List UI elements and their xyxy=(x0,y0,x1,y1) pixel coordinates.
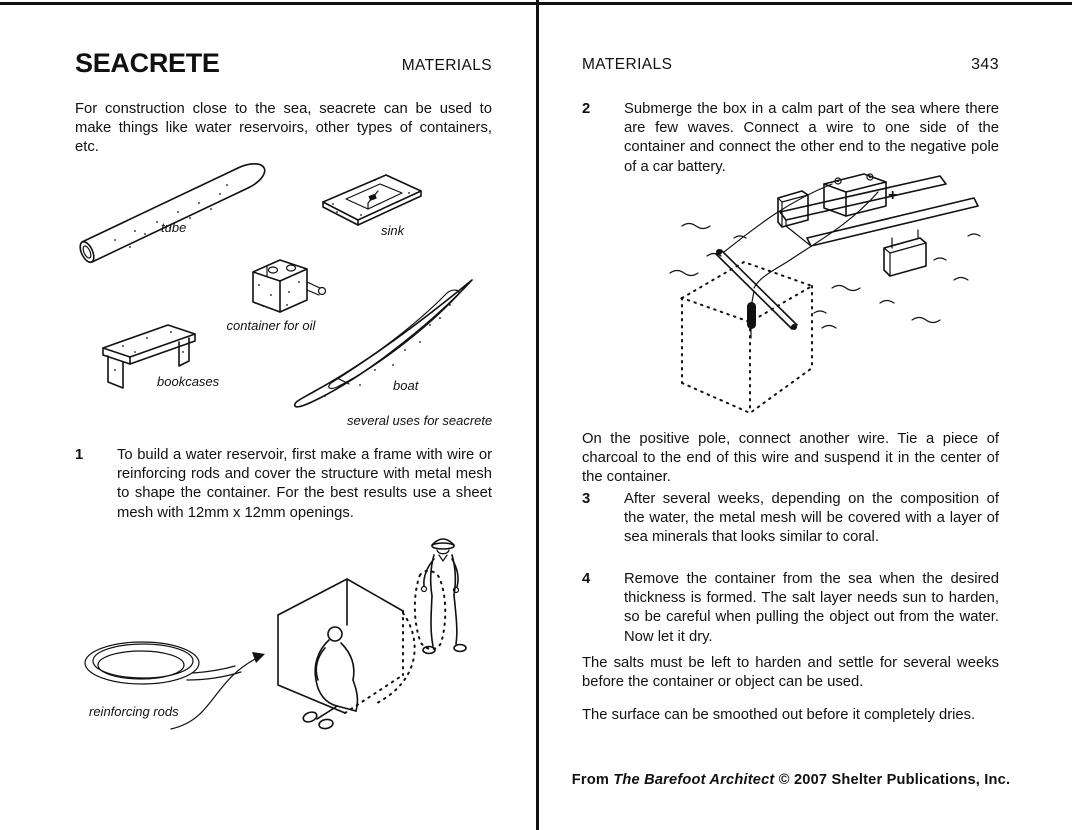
step-2-number: 2 xyxy=(582,101,591,117)
paragraph-surface: The surface can be smoothed out before it completely dries. xyxy=(582,707,976,723)
step-4-number: 4 xyxy=(582,571,591,587)
footer-suffix: © 2007 Shelter Publications, Inc. xyxy=(774,772,1011,788)
figure-sea-deposition xyxy=(582,168,999,426)
page-divider-rule xyxy=(536,0,539,830)
tube-drawing xyxy=(77,164,264,264)
label-bookcases: bookcases xyxy=(157,374,220,389)
step-4 xyxy=(582,570,999,647)
reinforcing-rods-coil xyxy=(85,642,241,684)
step-3-text: After several weeks, depending on the composition of the water, the metal mesh will be covered with a layer of sea minerals that looks similar to coral. xyxy=(624,491,999,546)
float-block-right xyxy=(884,230,926,276)
step-1-text: To build a water reservoir, first make a frame with wire or reinforcing rods and cover the structure with metal mesh to shape the container. For the best results use a sheet mesh with 12mm x 12mm openings. xyxy=(117,447,492,521)
oil-container-drawing xyxy=(253,260,326,312)
wire-frame-box xyxy=(278,579,415,713)
step-3-number: 3 xyxy=(582,491,591,507)
pointer-arrow xyxy=(171,652,265,729)
charcoal-electrode xyxy=(716,249,797,338)
label-tube: tube xyxy=(161,220,187,235)
step-4-text: Remove the container from the sea when the desired thickness is formed. The salt layer needs sun to harden, so be careful when pulling the object out from the water. Now let it dry. xyxy=(624,571,999,645)
water-waves xyxy=(670,224,980,329)
footer-prefix: From xyxy=(571,772,614,788)
intro-paragraph: For construction close to the sea, seacrete can be used to make things like water reservoirs, other types of containers, etc. xyxy=(75,101,492,156)
label-reinforcing-rods: reinforcing rods xyxy=(89,704,179,719)
running-head-right: MATERIALS xyxy=(582,56,673,73)
right-page-header xyxy=(582,56,999,74)
label-boat: boat xyxy=(393,378,419,393)
boat-drawing xyxy=(295,280,472,407)
step-2 xyxy=(582,100,999,177)
figure-uses-caption: several uses for seacrete xyxy=(347,413,492,428)
kneeling-worker xyxy=(302,627,358,730)
step-1-number: 1 xyxy=(75,447,84,463)
standing-worker xyxy=(415,539,466,654)
running-head-left: MATERIALS xyxy=(401,57,492,74)
footer-book-title: The Barefoot Architect xyxy=(613,772,775,788)
page-number: 343 xyxy=(971,56,999,73)
label-sink: sink xyxy=(381,223,405,238)
step-3 xyxy=(582,490,999,548)
step-2-text: Submerge the box in a calm part of the sea where there are few waves. Connect a wire to one side of the container and connect the other end to the negative pole of a car battery. xyxy=(624,101,999,175)
battery-plus-icon: + xyxy=(888,187,898,204)
page-title: SEACRETE xyxy=(75,48,220,78)
sink-drawing xyxy=(323,175,421,225)
raft-planks xyxy=(780,176,978,246)
paragraph-positive-pole: On the positive pole, connect another wire. Tie a piece of charcoal to the end of this wire and suspend it in the center of the container. xyxy=(582,431,999,486)
figure-frame-building xyxy=(75,533,492,745)
figure-uses-of-seacrete xyxy=(75,160,492,432)
label-container-for-oil: container for oil xyxy=(226,318,316,333)
attribution-footer xyxy=(570,772,1012,788)
step-1 xyxy=(75,446,492,523)
paragraph-salts: The salts must be left to harden and settle for several weeks before the container or object can be used. xyxy=(582,655,999,691)
